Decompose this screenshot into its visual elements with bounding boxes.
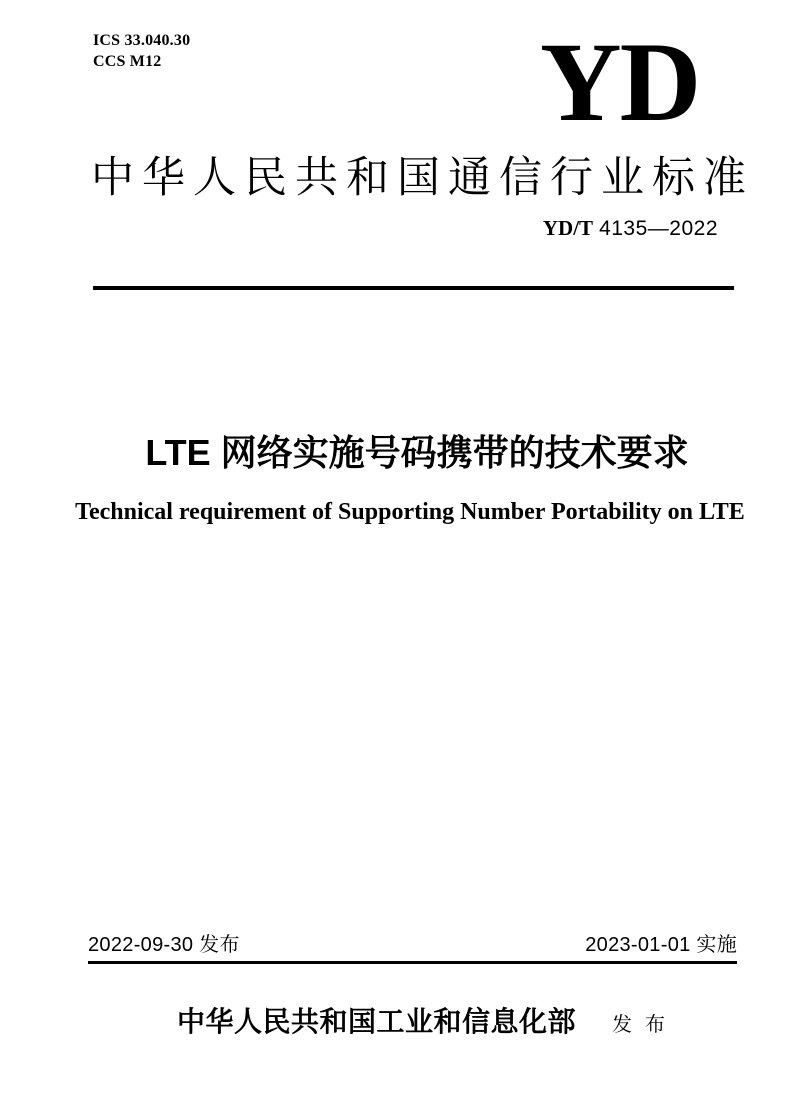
dates-row bbox=[88, 933, 737, 957]
standard-code-number: 4135—2022 bbox=[599, 217, 718, 240]
standard-category-heading: 中华人民共和国通信行业标准 bbox=[91, 154, 754, 202]
footer-divider-rule bbox=[88, 961, 737, 964]
title-chinese: LTE 网络实施号码携带的技术要求 bbox=[145, 432, 689, 473]
title-english: Technical requirement of Supporting Number Portability on LTE bbox=[75, 499, 745, 525]
publish-action-label: 发 布 bbox=[612, 1014, 670, 1036]
implementation-date: 2023-01-01 实施 bbox=[585, 934, 737, 956]
issue-date: 2022-09-30 发布 bbox=[88, 934, 240, 956]
header-divider-rule bbox=[93, 286, 734, 290]
yd-logo: YD bbox=[540, 20, 700, 145]
standard-code bbox=[543, 216, 718, 241]
ics-code: ICS 33.040.30 bbox=[93, 32, 191, 49]
ccs-code: CCS M12 bbox=[93, 53, 162, 70]
publisher-row bbox=[177, 1008, 669, 1039]
publisher-name: 中华人民共和国工业和信息化部 bbox=[177, 1007, 577, 1038]
classification-codes bbox=[93, 30, 190, 72]
standard-code-prefix: YD/T bbox=[542, 216, 594, 240]
